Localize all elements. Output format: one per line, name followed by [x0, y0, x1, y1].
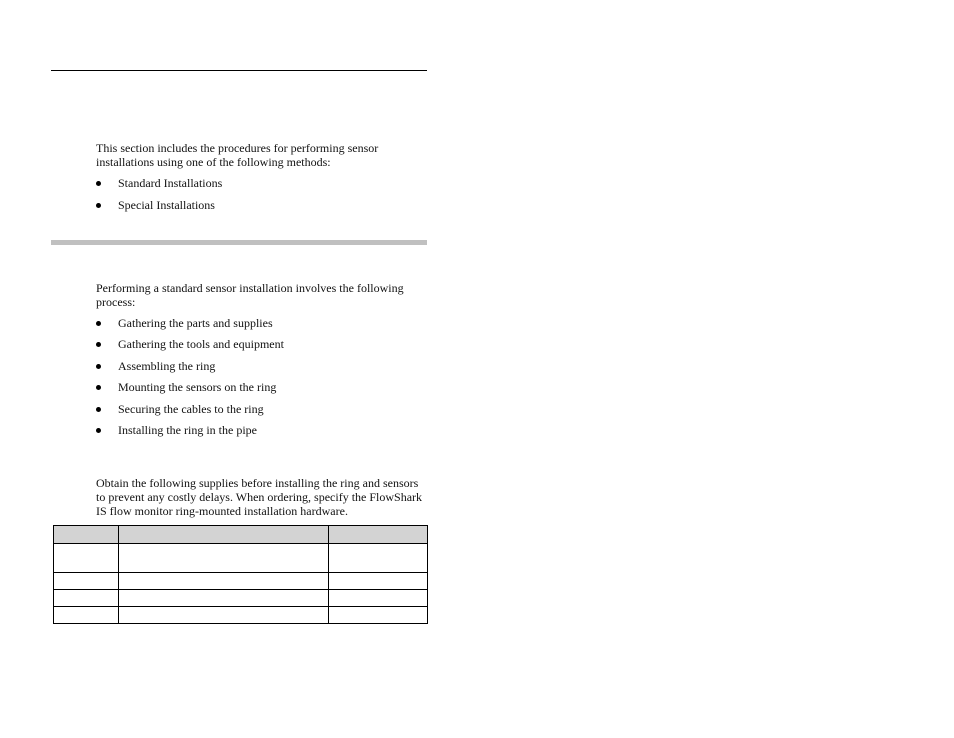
list-item — [96, 337, 284, 351]
table-header-cell — [118, 526, 328, 544]
list-item-label: Special Installations — [118, 198, 215, 212]
supplies-table — [53, 525, 428, 624]
table-cell — [54, 544, 119, 573]
table-cell — [328, 607, 427, 624]
table-cell — [54, 607, 119, 624]
bullet-icon — [96, 342, 101, 347]
table-cell — [118, 607, 328, 624]
list-item-label: Standard Installations — [118, 176, 223, 190]
table-cell — [54, 590, 119, 607]
list-item — [96, 402, 284, 416]
list-item — [96, 423, 284, 437]
bullet-icon — [96, 364, 101, 369]
list-item — [96, 176, 222, 190]
table-cell — [118, 590, 328, 607]
supplies-paragraph: Obtain the following supplies before installing the ring and sensors to prevent any costly delays. When ordering, specify the FlowShark IS flow monitor ring-mounted installation hardware. — [96, 476, 423, 518]
table-header-cell — [328, 526, 427, 544]
list-item-label: Gathering the parts and supplies — [118, 316, 273, 330]
section-divider — [51, 240, 427, 245]
list-item — [96, 359, 284, 373]
standard-installation-paragraph: Performing a standard sensor installation involves the following process: — [96, 281, 404, 309]
table-cell — [118, 573, 328, 590]
list-item — [96, 316, 284, 330]
list-item-label: Gathering the tools and equipment — [118, 337, 284, 352]
bullet-icon — [96, 428, 101, 433]
bullet-icon — [96, 407, 101, 412]
table-row — [54, 573, 428, 590]
header-rule — [51, 70, 427, 71]
table-header-row — [54, 526, 428, 544]
table-cell — [54, 573, 119, 590]
table-cell — [328, 590, 427, 607]
bullet-icon — [96, 181, 101, 186]
list-item-label: Mounting the sensors on the ring — [118, 380, 277, 395]
bullet-icon — [96, 321, 101, 326]
bullet-icon — [96, 385, 101, 390]
list-item — [96, 198, 222, 212]
intro-paragraph: This section includes the procedures for performing sensor installations using one of the following methods: — [96, 141, 379, 169]
table-row — [54, 544, 428, 573]
list-item-label: Securing the cables to the ring — [118, 401, 264, 416]
table-cell — [328, 573, 427, 590]
table-row — [54, 590, 428, 607]
process-list — [96, 316, 284, 444]
list-item — [96, 380, 284, 394]
list-item-label: Installing the ring in the pipe — [118, 422, 257, 437]
table-row — [54, 607, 428, 624]
table-cell — [118, 544, 328, 573]
methods-list — [96, 176, 222, 220]
table-header-cell — [54, 526, 119, 544]
list-item-label: Assembling the ring — [118, 358, 216, 373]
bullet-icon — [96, 203, 101, 208]
table-cell — [328, 544, 427, 573]
